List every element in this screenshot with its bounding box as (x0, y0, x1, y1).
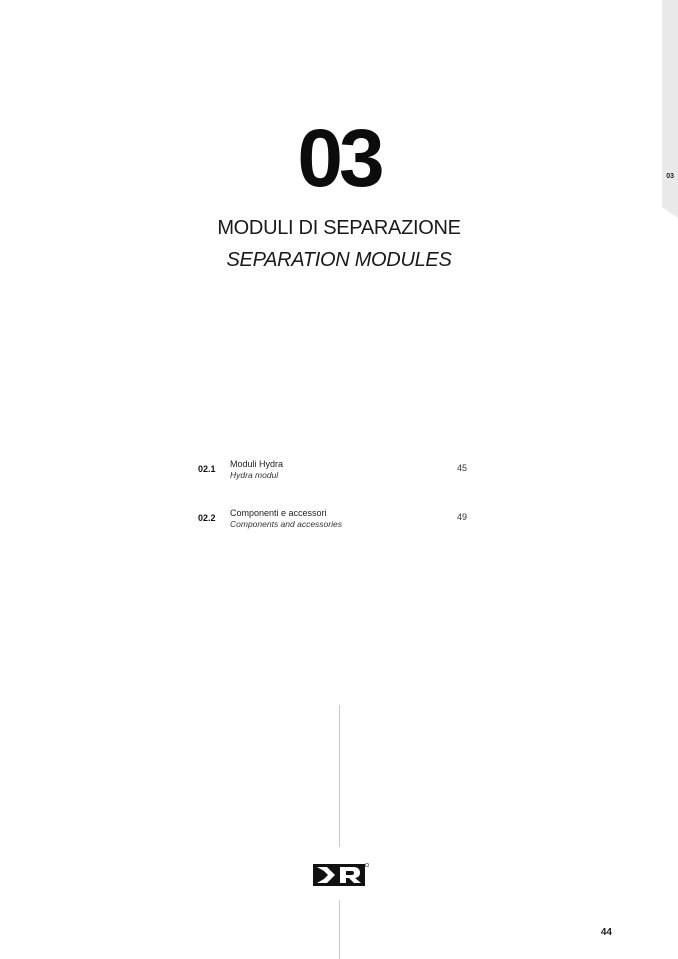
chapter-title-english: SEPARATION MODULES (226, 249, 452, 271)
toc-entry-title-italian: Componenti e accessori (230, 508, 327, 518)
page-number: 44 (600, 927, 612, 938)
brand-logo (313, 862, 369, 888)
toc-entry-page: 45 (456, 463, 467, 473)
toc-entry-title-italian: Moduli Hydra (230, 459, 284, 469)
toc-entry-number: 02.2 (198, 513, 216, 523)
toc-entry-title-english: Components and accessories (230, 519, 342, 529)
toc-entry-number: 02.1 (198, 464, 216, 474)
toc-entry-page: 49 (456, 512, 467, 522)
toc-entry-title-english: Hydra modul (230, 470, 279, 480)
table-of-contents (198, 457, 470, 555)
chapter-number: 03 (297, 113, 381, 204)
divider-line-bottom (339, 900, 340, 959)
side-tab-label: 03 (666, 173, 674, 180)
divider-line-top (339, 705, 340, 847)
chapter-title-italian: MODULI DI SEPARAZIONE (217, 217, 461, 239)
toc-entry[interactable] (198, 506, 470, 555)
toc-entry[interactable] (198, 457, 470, 506)
